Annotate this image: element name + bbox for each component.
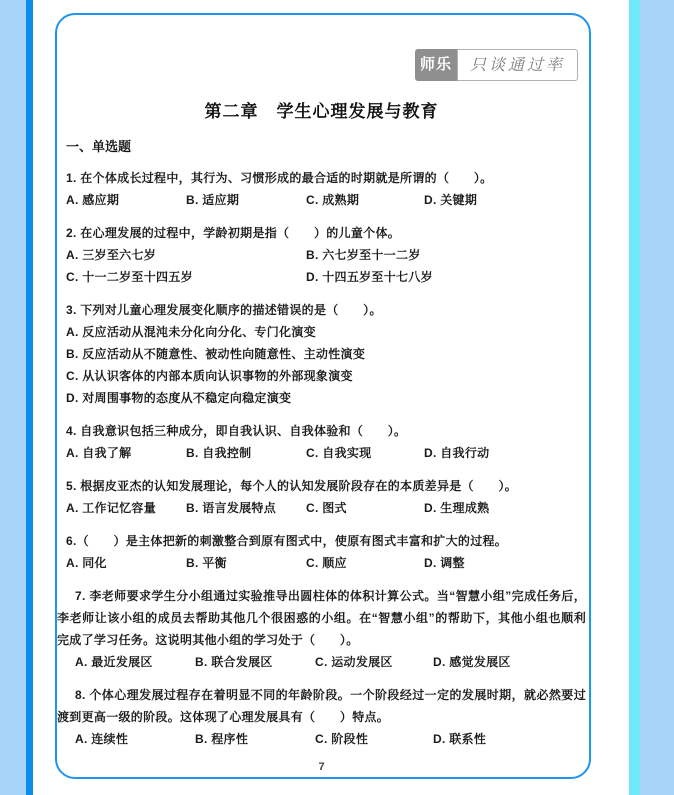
left-accent-bar xyxy=(26,0,33,795)
question-options xyxy=(75,651,586,673)
option-label: A. 同化 xyxy=(66,556,107,570)
option-label: A. 自我了解 xyxy=(66,446,132,460)
option-label: B. 语言发展特点 xyxy=(186,501,277,515)
option-label: D. 自我行动 xyxy=(424,446,490,460)
option-label: D. 调整 xyxy=(424,556,465,570)
question-options xyxy=(66,189,586,211)
option-label: A. 反应活动从混沌未分化向分化、专门化演变 xyxy=(66,325,316,339)
question-text: 2. 在心理发展的过程中，学龄初期是指（ ）的儿童个体。 xyxy=(66,226,401,240)
option-label: A. 最近发展区 xyxy=(75,655,153,669)
chapter-title: 第二章 学生心理发展与教育 xyxy=(204,102,439,121)
question-item xyxy=(66,299,586,409)
option-label: A. 三岁至六七岁 xyxy=(66,248,157,262)
option-label: C. 成熟期 xyxy=(306,193,360,207)
question-item xyxy=(66,222,586,288)
option-label: D. 生理成熟 xyxy=(424,501,490,515)
question-options xyxy=(66,321,586,409)
question-text: 7. 李老师要求学生分小组通过实验推导出圆柱体的体积计算公式。当“智慧小组”完成任务后，李老师让该小组的成员去帮助其他几个很困惑的小组。在“智慧小组”的帮助下，其他小组也顺利完成了学习任务。这说明其他小组的学习处于（ ）。 xyxy=(57,589,586,647)
option-label: C. 图式 xyxy=(306,501,347,515)
option-label: C. 十一二岁至十四五岁 xyxy=(66,270,193,284)
question-text: 6.（ ）是主体把新的刺激整合到原有图式中，使原有图式丰富和扩大的过程。 xyxy=(66,534,508,548)
question-text: 5. 根据皮亚杰的认知发展理论，每个人的认知发展阶段存在的本质差异是（ ）。 xyxy=(66,479,518,493)
question-item xyxy=(57,585,586,673)
brand-logo-slogan: 只谈通过率 xyxy=(457,49,578,81)
option-label: B. 反应活动从不随意性、被动性向随意性、主动性演变 xyxy=(66,347,366,361)
brand-logo-mark: 师乐 xyxy=(415,49,457,81)
question-item xyxy=(66,167,586,211)
question-options xyxy=(66,552,586,574)
question-text: 3. 下列对儿童心理发展变化顺序的描述错误的是（ ）。 xyxy=(66,303,382,317)
option-label: B. 自我控制 xyxy=(186,446,252,460)
option-label: B. 联合发展区 xyxy=(195,655,273,669)
question-options xyxy=(75,728,586,750)
option-label: D. 关键期 xyxy=(424,193,478,207)
left-background-strip xyxy=(0,0,26,795)
question-text: 1. 在个体成长过程中，其行为、习惯形成的最合适的时期就是所谓的（ ）。 xyxy=(66,171,493,185)
option-label: C. 从认识客体的内部本质向认识事物的外部现象演变 xyxy=(66,369,353,383)
question-item xyxy=(66,420,586,464)
right-cyan-strip xyxy=(629,0,640,795)
option-label: B. 平衡 xyxy=(186,556,227,570)
document-page xyxy=(55,13,591,779)
question-text: 8. 个体心理发展过程存在着明显不同的年龄阶段。一个阶段经过一定的发展时期，就必然要过渡到更高一级的阶段。这体现了心理发展具有（ ）特点。 xyxy=(57,688,586,724)
question-options xyxy=(66,244,586,288)
option-label: A. 感应期 xyxy=(66,193,120,207)
section-heading: 一、单选题 xyxy=(66,139,132,154)
option-label: A. 连续性 xyxy=(75,732,129,746)
question-options xyxy=(66,497,586,519)
question-options xyxy=(66,442,586,464)
question-list xyxy=(57,167,586,750)
option-label: B. 六七岁至十一二岁 xyxy=(306,248,421,262)
option-label: D. 感觉发展区 xyxy=(433,655,511,669)
option-label: C. 运动发展区 xyxy=(315,655,393,669)
option-label: D. 十四五岁至十七八岁 xyxy=(306,270,433,284)
brand-logo xyxy=(57,47,578,83)
option-label: C. 阶段性 xyxy=(315,732,369,746)
option-label: D. 联系性 xyxy=(433,732,487,746)
page-number: 7 xyxy=(318,761,325,773)
right-background-strip xyxy=(640,0,674,795)
question-item xyxy=(57,684,586,750)
option-label: C. 自我实现 xyxy=(306,446,372,460)
option-label: D. 对周围事物的态度从不稳定向稳定演变 xyxy=(66,391,292,405)
question-item xyxy=(66,530,586,574)
option-label: C. 顺应 xyxy=(306,556,347,570)
option-label: A. 工作记忆容量 xyxy=(66,501,157,515)
question-item xyxy=(66,475,586,519)
option-label: B. 程序性 xyxy=(195,732,249,746)
question-text: 4. 自我意识包括三种成分，即自我认识、自我体验和（ ）。 xyxy=(66,424,407,438)
option-label: B. 适应期 xyxy=(186,193,240,207)
